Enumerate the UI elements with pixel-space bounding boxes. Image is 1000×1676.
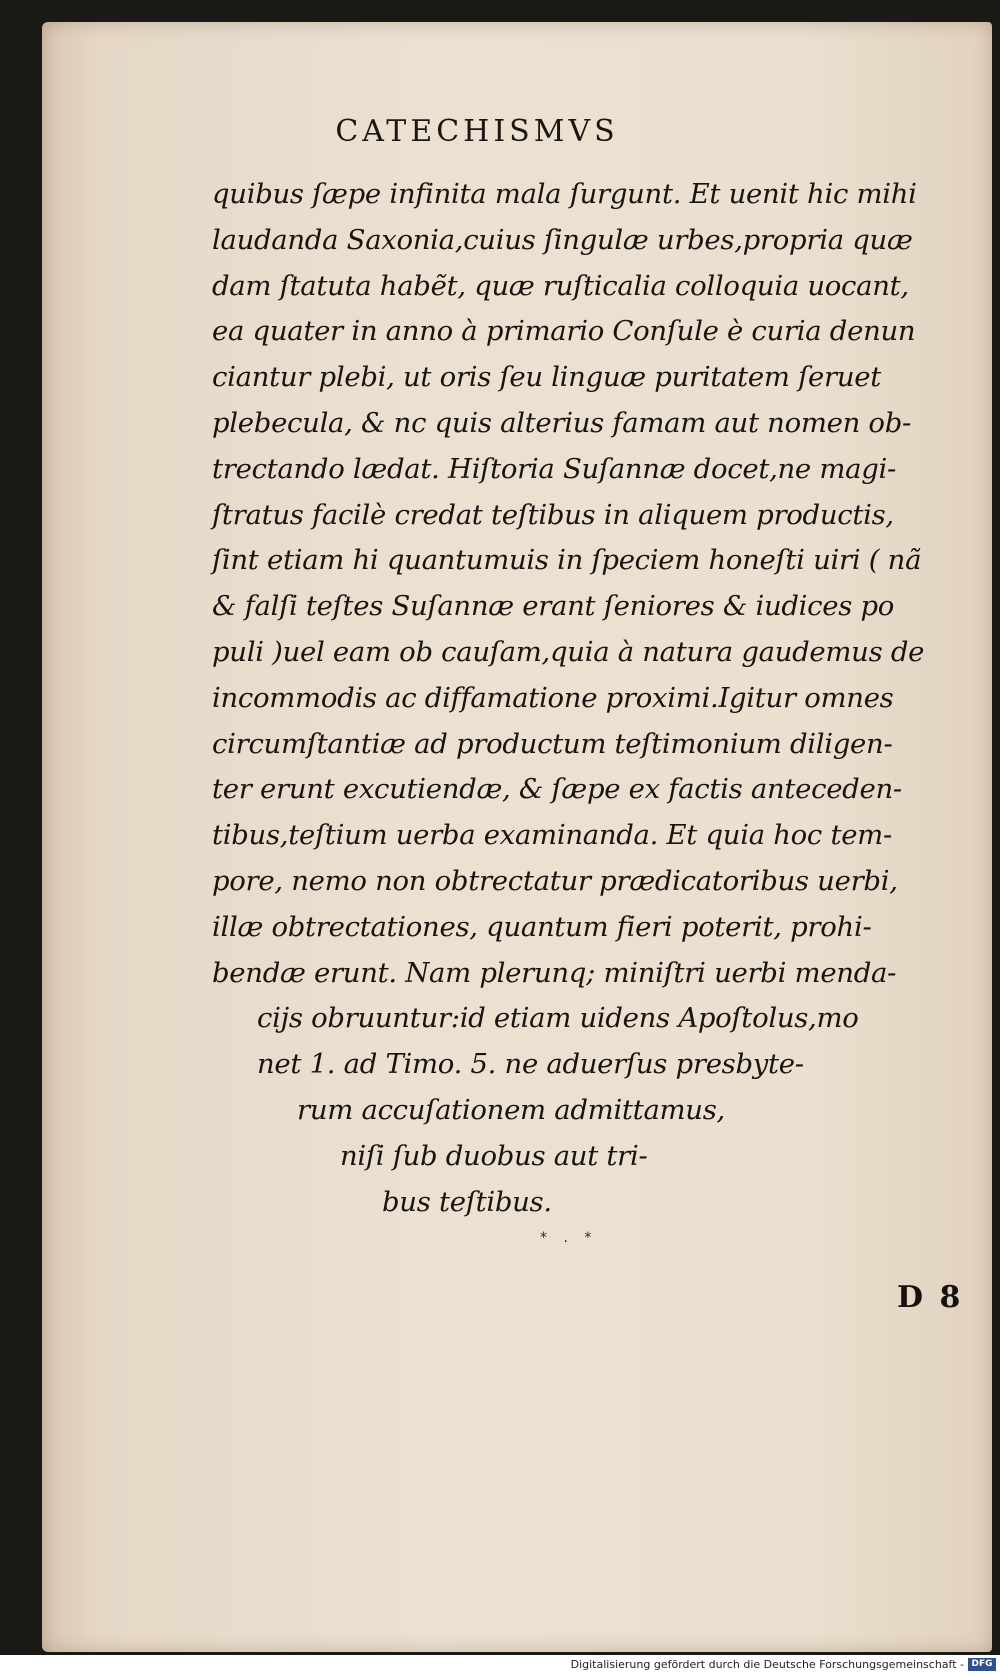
text-line: pore, nemo non obtrectatur prædicatoribus uerbi, [212,864,898,897]
text-line: ter erunt excutiendæ, & ſæpe ex factis anteceden- [212,773,902,806]
book-page [42,22,992,1652]
text-line: laudanda Saxonia,cuius ſingulæ urbes,propria quæ [212,223,913,256]
text-line: trectando lædat. Hiſtoria Suſannæ docet,ne magi- [212,452,897,485]
dfg-logo-icon: DFG [968,1658,996,1671]
text-line: cijs obruuntur:id etiam uidens Apoſtolus,mo [257,1002,859,1035]
footer-credit: Digitalisierung gefördert durch die Deutsche Forschungsgemeinschaft - [570,1658,964,1671]
text-line: plebecula, & nc quis alterius famam aut nomen ob- [212,406,911,439]
body-text [212,172,982,1225]
text-line: net 1. ad Timo. 5. ne aduerſus presbyte- [257,1048,804,1081]
end-ornament: * . * [540,1230,598,1246]
signature-mark: D 8 [897,1280,964,1315]
text-line: bendæ erunt. Nam plerunq; miniſtri uerbi menda- [212,956,897,989]
text-line: niſi ſub duobus aut tri- [340,1139,648,1172]
text-line: quibus ſæpe infinita mala ſurgunt. Et uenit hic mihi [212,178,917,210]
text-line: illæ obtrectationes, quantum fieri poterit, prohi- [212,910,872,943]
text-line: ciantur plebi, ut oris ſeu linguæ puritatem ſeruet [212,361,881,394]
text-line: circumſtantiæ ad productum teſtimonium diligen- [212,727,893,760]
text-line: puli )uel eam ob cauſam,quia à natura gaudemus de [212,635,925,668]
text-line: ſtratus facilè credat teſtibus in aliquem productis, [212,498,894,531]
page-content [42,22,992,1652]
text-line: incommodis ac diffamatione proximi.Igitur omnes [212,681,894,714]
text-line: rum accuſationem admittamus, [297,1093,725,1126]
text-line: dam ſtatuta habẽt, quæ ruſticalia colloquia uocant, [212,269,909,302]
text-line: bus teſtibus. [382,1185,552,1218]
text-line: & falſi teſtes Suſannæ erant ſeniores & iudices po [212,590,895,623]
text-line: ſint etiam hi quantumuis in ſpeciem honeſti uiri ( nã [212,544,922,577]
running-head: CATECHISMVS [335,114,619,149]
text-line: ea quater in anno à primario Conſule è curia denun [212,315,916,348]
text-line: tibus,teſtium uerba examinanda. Et quia hoc tem- [212,819,892,852]
